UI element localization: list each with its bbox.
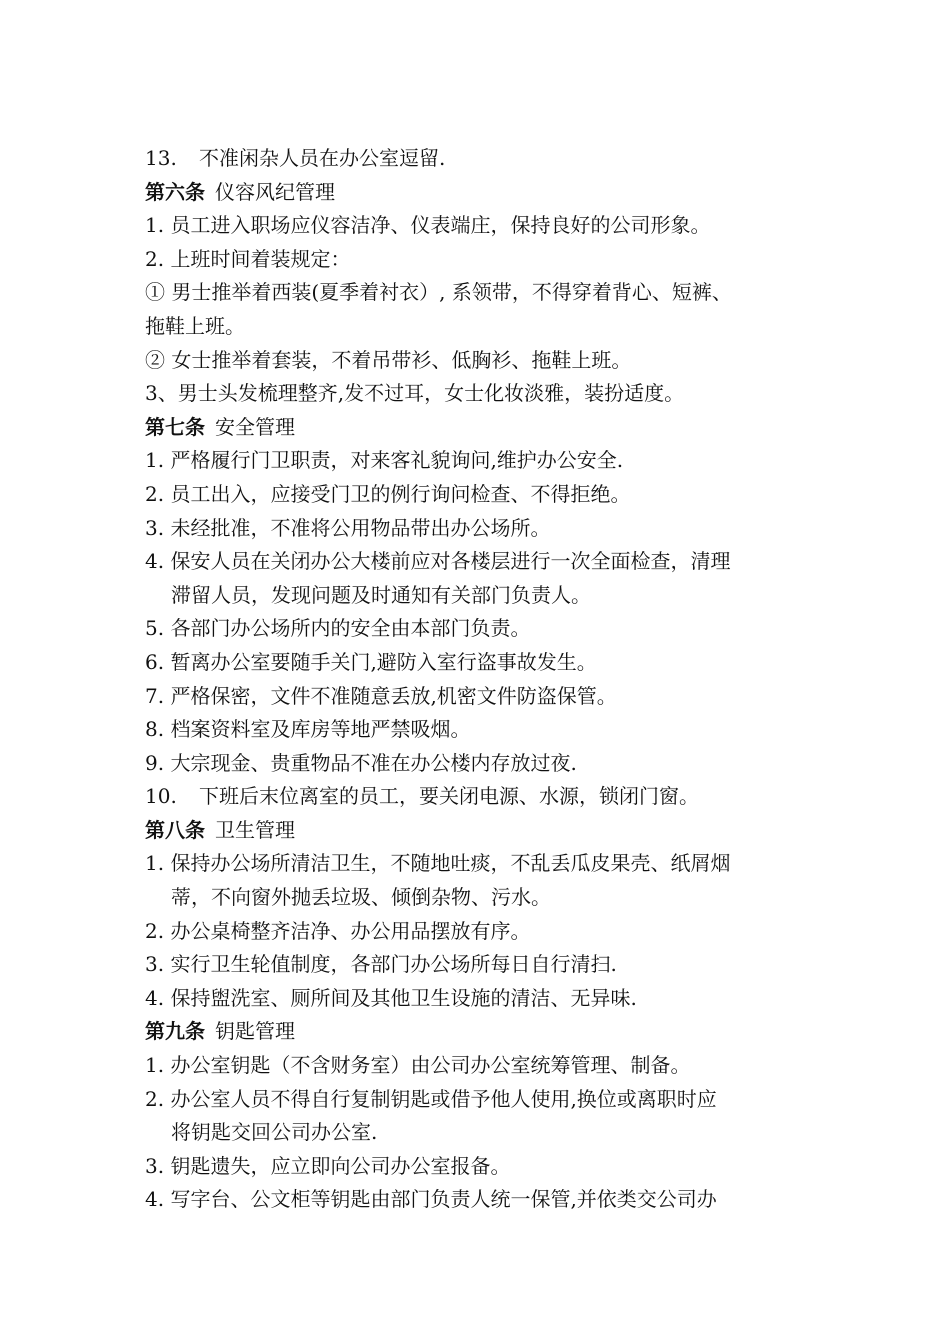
section-title: 安全管理 xyxy=(215,414,295,439)
item-text: 下班后末位离室的员工，要关闭电源、水源，锁闭门窗。 xyxy=(199,784,699,809)
list-item: 8. 档案资料室及库房等地严禁吸烟。 xyxy=(145,717,471,742)
section-title: 仪容风纪管理 xyxy=(215,179,335,204)
section-number: 第九条 xyxy=(145,1019,205,1044)
section-number: 第八条 xyxy=(145,817,205,842)
document-body xyxy=(145,142,815,1217)
list-item: 4. 保安人员在关闭办公大楼前应对各楼层进行一次全面检查，清理 xyxy=(145,549,731,574)
item-number: 13. xyxy=(145,146,177,170)
list-item-continuation: 滞留人员，发现问题及时通知有关部门负责人。 xyxy=(171,582,591,607)
list-item: 5. 各部门办公场所内的安全由本部门负责。 xyxy=(145,616,531,641)
section-heading xyxy=(145,411,815,445)
section-number: 第七条 xyxy=(145,414,205,439)
list-item: 2. 员工出入，应接受门卫的例行询问检查、不得拒绝。 xyxy=(145,481,631,506)
list-item xyxy=(145,142,815,176)
section-number: 第六条 xyxy=(145,179,205,204)
list-item: 1. 严格履行门卫职责，对来客礼貌询问,维护办公安全. xyxy=(145,448,624,473)
list-item: 1. 办公室钥匙（不含财务室）由公司办公室统筹管理、制备。 xyxy=(145,1053,691,1078)
list-item: ② 女士推举着套装，不着吊带衫、低胸衫、拖鞋上班。 xyxy=(145,347,632,372)
list-item: 2. 办公室人员不得自行复制钥匙或借予他人使用,换位或离职时应 xyxy=(145,1086,717,1111)
list-item: 9. 大宗现金、贵重物品不准在办公楼内存放过夜. xyxy=(145,750,577,775)
list-item: 2. 办公桌椅整齐洁净、办公用品摆放有序。 xyxy=(145,918,531,943)
item-text: 不准闲杂人员在办公室逗留. xyxy=(199,146,446,170)
section-heading xyxy=(145,1015,815,1049)
list-item: 拖鞋上班。 xyxy=(145,313,245,338)
section-heading xyxy=(145,814,815,848)
list-item: 2. 上班时间着装规定： xyxy=(145,246,351,271)
list-item: 7. 严格保密，文件不准随意丢放,机密文件防盗保管。 xyxy=(145,683,617,708)
list-item: 4. 写字台、公文柜等钥匙由部门负责人统一保管,并依类交公司办 xyxy=(145,1187,717,1212)
list-item: 1. 员工进入职场应仪容洁净、仪表端庄，保持良好的公司形象。 xyxy=(145,213,711,238)
list-item: 4. 保持盥洗室、厕所间及其他卫生设施的清洁、无异味. xyxy=(145,985,637,1010)
list-item: 3. 未经批准，不准将公用物品带出办公场所。 xyxy=(145,515,551,540)
list-item: 3. 钥匙遗失，应立即向公司办公室报备。 xyxy=(145,1153,511,1178)
list-item: 6. 暂离办公室要随手关门,避防入室行盗事故发生。 xyxy=(145,649,597,674)
list-item xyxy=(145,780,815,814)
list-item: 3、男士头发梳理整齐,发不过耳，女士化妆淡雅，装扮适度。 xyxy=(145,381,685,406)
section-title: 卫生管理 xyxy=(215,817,295,842)
list-item: 1. 保持办公场所清洁卫生，不随地吐痰，不乱丢瓜皮果壳、纸屑烟 xyxy=(145,851,731,876)
list-item-continuation: 将钥匙交回公司办公室. xyxy=(171,1120,378,1145)
section-heading xyxy=(145,176,815,210)
item-number: 10. xyxy=(145,784,177,809)
list-item: 3. 实行卫生轮值制度，各部门办公场所每日自行清扫. xyxy=(145,952,617,977)
section-title: 钥匙管理 xyxy=(215,1019,295,1044)
list-item-continuation: 蒂，不向窗外抛丢垃圾、倾倒杂物、污水。 xyxy=(171,885,551,910)
list-item: ① 男士推举着西装(夏季着衬衣）, 系领带，不得穿着背心、短裤、 xyxy=(145,280,732,305)
